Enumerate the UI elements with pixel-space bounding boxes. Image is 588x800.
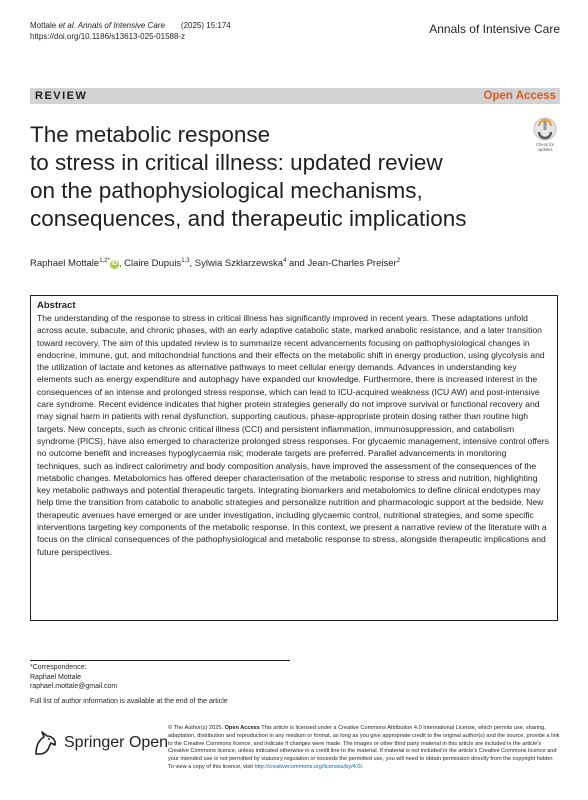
license-prefix: © The Author(s) 2025.	[168, 725, 225, 731]
article-title	[30, 121, 530, 233]
title-line-4: consequences, and therapeutic implications	[30, 206, 467, 231]
license-body: This article is licensed under a Creative Commons Attribution 4.0 International License, which permits use, sharing, adaptation, distribution and reproduction in any medium or format, as long as you give appropriate credit to the original author(s) and the source, provide a link to the Creative Commons licence, and indicate if changes were made. The images or other third party material in this article are included in the article's Creative Commons licence, unless indicated otherwise in a credit line to the material. If material is not included in the article's Creative Commons licence and your intended use is not permitted by statutory regulation or exceeds the permitted use, you will need to obtain permission directly from the copyright holder. To view a copy of this licence, visit	[168, 725, 560, 770]
author-name[interactable]: and Jean-Charles Preiser	[286, 258, 397, 270]
license-link[interactable]: http://creativecommons.org/licenses/by/4.0/	[254, 763, 363, 770]
badge-line2: updates	[537, 147, 553, 152]
correspondence-name: Raphael Mottale	[30, 673, 81, 681]
publisher-logo	[30, 728, 168, 758]
badge-line1: Check for	[536, 142, 554, 147]
citation-journal: et al. Annals of Intensive Care	[58, 21, 165, 30]
publisher-name	[64, 734, 168, 752]
check-for-updates-badge[interactable]	[532, 117, 558, 153]
title-line-3: on the pathophysiological mechanisms,	[30, 178, 423, 203]
author-list	[30, 258, 400, 269]
citation-block	[30, 20, 231, 42]
author-name[interactable]: Raphael Mottale	[30, 258, 100, 270]
check-for-updates-icon	[532, 117, 558, 153]
correspondence-label: *Correspondence:	[30, 664, 87, 671]
article-type: REVIEW	[35, 90, 88, 102]
abstract-text: The understanding of the response to stress in critical illness has significantly improved in recent years. These adaptations unfold across acute, subacute, and chronic phases, with an early adaptive catabolic state, marked anabolic resistance, and a later transition toward recovery. The aim of this updated review is to summarize recent advancements focusing on pathophysiological changes in endocrine, immune, gut, and mitochondrial functions and their effects on the metabolic shift in energy production, using glycolysis and the utilization of lactate and ketones as alternative pathways to meet cellular energy demands. Advances in understanding key elements such as energy expenditure and autophagy have expanded our knowledge. Furthermore, there is increased interest in the consequences of an intense and prolonged stress response, which can lead to ICU-acquired weakness (ICU AW) and post-intensive care syndrome. Recent evidence indicates that higher protein strategies generally do not improve survival or functional recovery and may signal harm in patients with renal dysfunction, supporting cautious, phase-appropriate protein dosing rather than routine high targets. New concepts, such as chronic critical illness (CCI) and persistent inflammation, immunosuppression, and catabolism syndrome (PICS), have also emerged to characterize prolonged stress responses. For glycaemic management, intensive control offers no outcome benefit and increases hypoglycaemia risk; moderate targets are preferred. Parallel advancements in monitoring techniques, such as indirect calorimetry and body composition analysis, have improved the assessment of the consequences of the metabolic changes. Metabolomics has offered deeper characterisation of the metabolic response to stress and nutrition, highlighting key metabolic pathways and potential therapeutic targets. Integrating biomarkers and metabolomics to define clinical endotypes may help time the transition from catabolic to anabolic strategies and personalize nutrition and pharmacologic support at the bedside. New therapeutic avenues have emerged or are under investigation, including glycaemic control, nutritional strategies, and some specific interventions targeting key components of the metabolic response. In this context, we present a narrative review of the literature with a focus on the clinical consequences of the pathophysiological and metabolic response to stress, alongside therapeutic implications and future perspectives.	[37, 313, 549, 557]
orcid-icon[interactable]: iD	[111, 261, 118, 268]
citation-year: (2025) 15:174	[180, 21, 231, 30]
author-name[interactable]: , Claire Dupuis	[118, 258, 182, 270]
correspondence-block	[30, 663, 117, 692]
citation-doi[interactable]: https://doi.org/10.1186/s13613-025-01588-z	[30, 32, 186, 41]
license-open-access: Open Access	[224, 725, 260, 731]
author-info-note: Full list of author information is available at the end of the article	[30, 698, 228, 705]
citation-author: Mottale	[30, 21, 59, 30]
correspondence-email[interactable]: raphael.mottale@gmail.com	[30, 683, 118, 690]
springer-horse-icon	[30, 728, 60, 758]
author-name[interactable]: , Sylwia Szklarzewska	[189, 258, 283, 270]
article-type-banner	[30, 88, 560, 104]
author-affiliation: 2	[396, 258, 401, 264]
title-line-2: to stress in critical illness: updated review	[30, 150, 443, 175]
license-end: .	[362, 763, 364, 770]
license-text	[168, 725, 560, 772]
abstract-box	[30, 295, 558, 621]
journal-name: Annals of Intensive Care	[429, 22, 560, 36]
author-affiliation: 1,3	[181, 258, 190, 264]
footnote-divider	[30, 660, 290, 661]
author-affiliation: 4	[282, 258, 287, 264]
open-access-label: Open Access	[483, 90, 556, 102]
abstract-heading: Abstract	[37, 300, 76, 311]
author-affiliation: 1,2*	[99, 258, 110, 264]
publisher-suffix: Open	[128, 734, 169, 751]
title-line-1: The metabolic response	[30, 122, 271, 147]
publisher-brand: Springer	[64, 734, 125, 751]
